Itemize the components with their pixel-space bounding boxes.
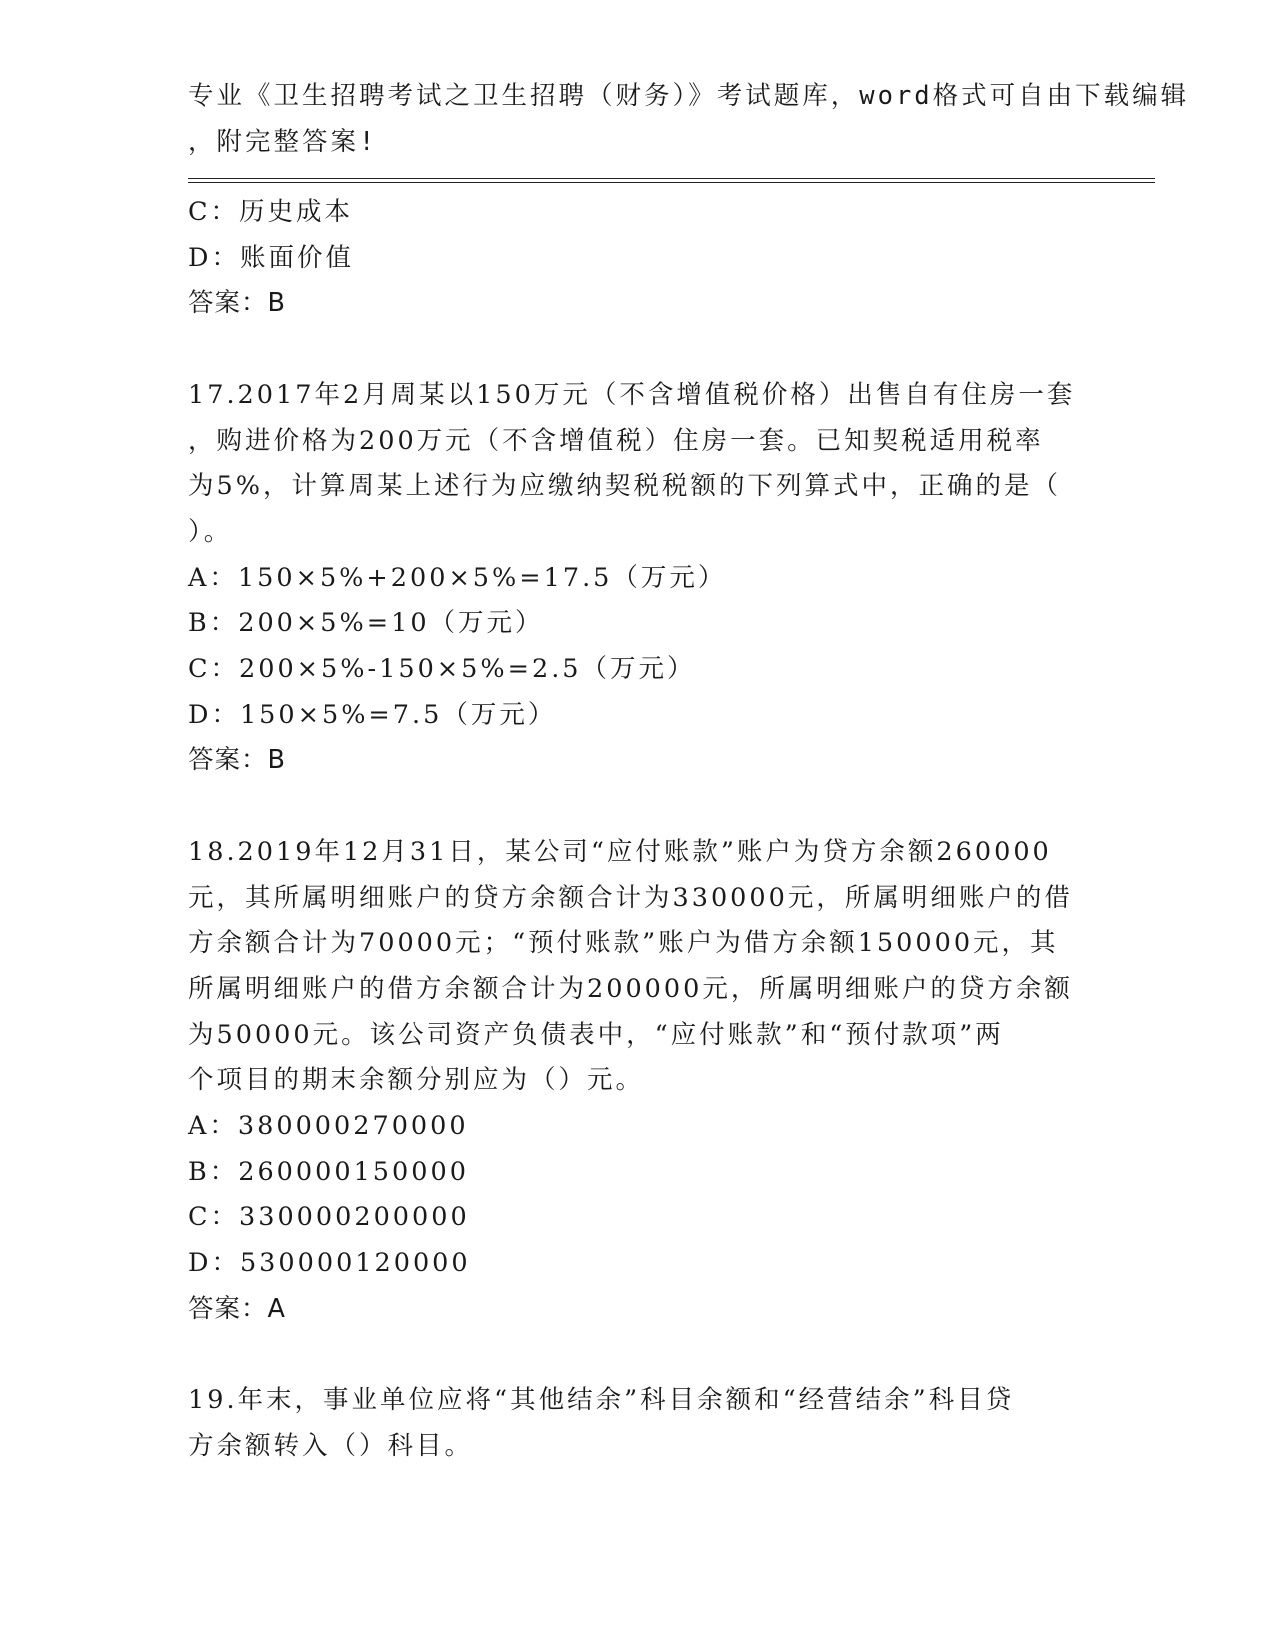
q16-option-d: D：账面价值 <box>188 242 354 273</box>
q17-option-a: A：150×5%+200×5%=17.5（万元） <box>188 562 727 593</box>
q18-stem-line: 方余额合计为70000元；“预付账款”账户为借方余额150000元，其 <box>188 928 1059 959</box>
spacer <box>188 1333 1088 1379</box>
header-divider-top <box>188 178 1155 179</box>
q19-stem-line: 方余额转入（）科目。 <box>188 1430 474 1461</box>
q18-stem-line: 元，其所属明细账户的贷方余额合计为330000元，所属明细账户的借 <box>188 882 1073 913</box>
header-divider-bottom <box>188 182 1155 183</box>
q17-answer: 答案：B <box>188 745 286 776</box>
q16-option-c: C：历史成本 <box>188 197 354 227</box>
q18-option-b: B：260000150000 <box>188 1156 469 1187</box>
question-19 <box>188 1378 1088 1469</box>
question-16 <box>188 190 1088 327</box>
q19-stem-line: 19.年末，事业单位应将“其他结余”科目余额和“经营结余”科目贷 <box>188 1385 1015 1416</box>
q17-stem-line: 为5%，计算周某上述行为应缴纳契税税额的下列算式中，正确的是（ <box>188 471 1061 502</box>
header-line-1: 专业《卫生招聘考试之卫生招聘（财务）》考试题库，word格式可自由下载编辑 <box>188 81 1190 111</box>
q18-option-d: D：530000120000 <box>188 1248 471 1279</box>
q17-stem-line: ）。 <box>188 516 233 547</box>
document-body <box>188 190 1088 1470</box>
spacer <box>188 784 1088 830</box>
q16-answer: 答案：B <box>188 288 286 319</box>
q18-stem-line: 所属明细账户的借方余额合计为200000元，所属明细账户的贷方余额 <box>188 973 1073 1004</box>
question-18 <box>188 830 1088 1333</box>
header-line-2: ，附完整答案! <box>188 126 378 157</box>
q18-option-c: C：330000200000 <box>188 1202 470 1233</box>
q17-option-c: C：200×5%-150×5%=2.5（万元） <box>188 654 696 685</box>
q18-stem-line: 个项目的期末余额分别应为（）元。 <box>188 1065 645 1096</box>
q17-option-d: D：150×5%=7.5（万元） <box>188 699 557 730</box>
q18-stem-line: 18.2019年12月31日，某公司“应付账款”账户为贷方余额260000 <box>188 836 1052 867</box>
question-17 <box>188 373 1088 784</box>
q18-answer: 答案：A <box>188 1293 286 1324</box>
q18-stem-line: 为50000元。该公司资产负债表中，“应付账款”和“预付款项”两 <box>188 1019 1004 1050</box>
spacer <box>188 327 1088 373</box>
page-header <box>188 74 1190 165</box>
q17-stem-line: ，购进价格为200万元（不含增值税）住房一套。已知契税适用税率 <box>188 425 1044 456</box>
q17-option-b: B：200×5%=10（万元） <box>188 608 544 639</box>
q18-option-a: A：380000270000 <box>188 1111 469 1142</box>
q17-stem-line: 17.2017年2月周某以150万元（不含增值税价格）出售自有住房一套 <box>188 379 1076 410</box>
